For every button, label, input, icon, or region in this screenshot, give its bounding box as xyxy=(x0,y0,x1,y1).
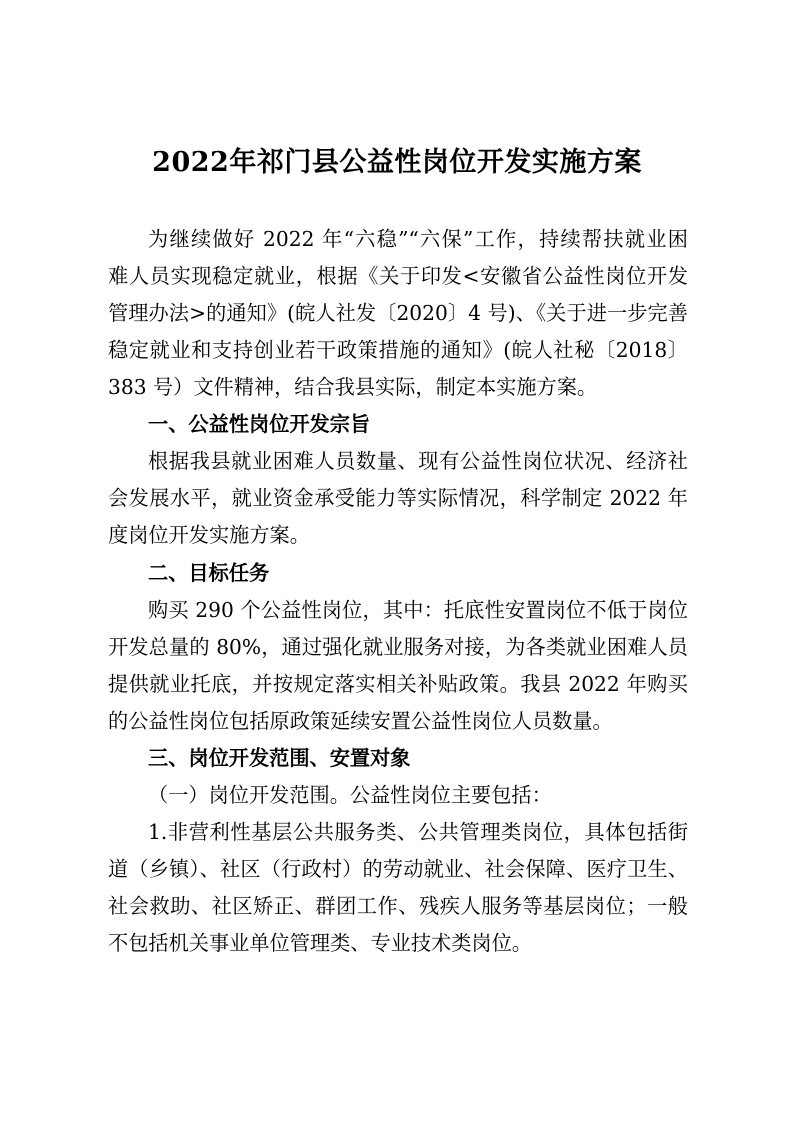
section3-item1-line-3: 社会救助、社区矫正、群团工作、残疾人服务等基层岗位；一般 xyxy=(108,894,688,918)
intro-line-5: 383 号）文件精神，结合我县实际，制定本实施方案。 xyxy=(108,375,598,399)
section3-item1-line-2: 道（乡镇）、社区（行政村）的劳动就业、社会保障、医疗卫生、 xyxy=(108,857,688,881)
section2-line-3: 提供就业托底，并按规定落实相关补贴政策。我县 2022 年购买 xyxy=(108,672,688,696)
section2-line-4: 的公益性岗位包括原政策延续安置公益性岗位人员数量。 xyxy=(108,709,613,733)
document-title: 2022年祁门县公益性岗位开发实施方案 xyxy=(152,147,642,178)
intro-line-2: 难人员实现稳定就业，根据《关于印发<安徽省公益性岗位开发 xyxy=(108,264,688,288)
section2-line-2: 开发总量的 80%，通过强化就业服务对接，为各类就业困难人员 xyxy=(108,635,688,659)
intro-line-3: 管理办法>的通知》(皖人社发〔2020〕4 号)、《关于进一步完善 xyxy=(108,301,688,325)
section2-heading: 二、目标任务 xyxy=(148,561,270,585)
section3-heading: 三、岗位开发范围、安置对象 xyxy=(148,746,411,770)
intro-line-4: 稳定就业和支持创业若干政策措施的通知》(皖人社秘〔2018〕 xyxy=(108,338,688,362)
intro-line-1: 为继续做好 2022 年“六稳”“六保”工作，持续帮扶就业困 xyxy=(148,227,688,251)
section3-subheading: （一）岗位开发范围。公益性岗位主要包括： xyxy=(148,783,552,807)
section1-line-3: 度岗位开发实施方案。 xyxy=(108,523,310,547)
section1-line-2: 会发展水平，就业资金承受能力等实际情况，科学制定 2022 年 xyxy=(108,486,688,510)
section1-line-1: 根据我县就业困难人员数量、现有公益性岗位状况、经济社 xyxy=(148,449,688,473)
section2-line-1: 购买 290 个公益性岗位，其中：托底性安置岗位不低于岗位 xyxy=(148,598,688,622)
section1-heading: 一、公益性岗位开发宗旨 xyxy=(148,412,371,436)
section3-item1-line-1: 1.非营利性基层公共服务类、公共管理类岗位，具体包括街 xyxy=(148,820,688,844)
section3-item1-line-4: 不包括机关事业单位管理类、专业技术类岗位。 xyxy=(108,931,532,955)
